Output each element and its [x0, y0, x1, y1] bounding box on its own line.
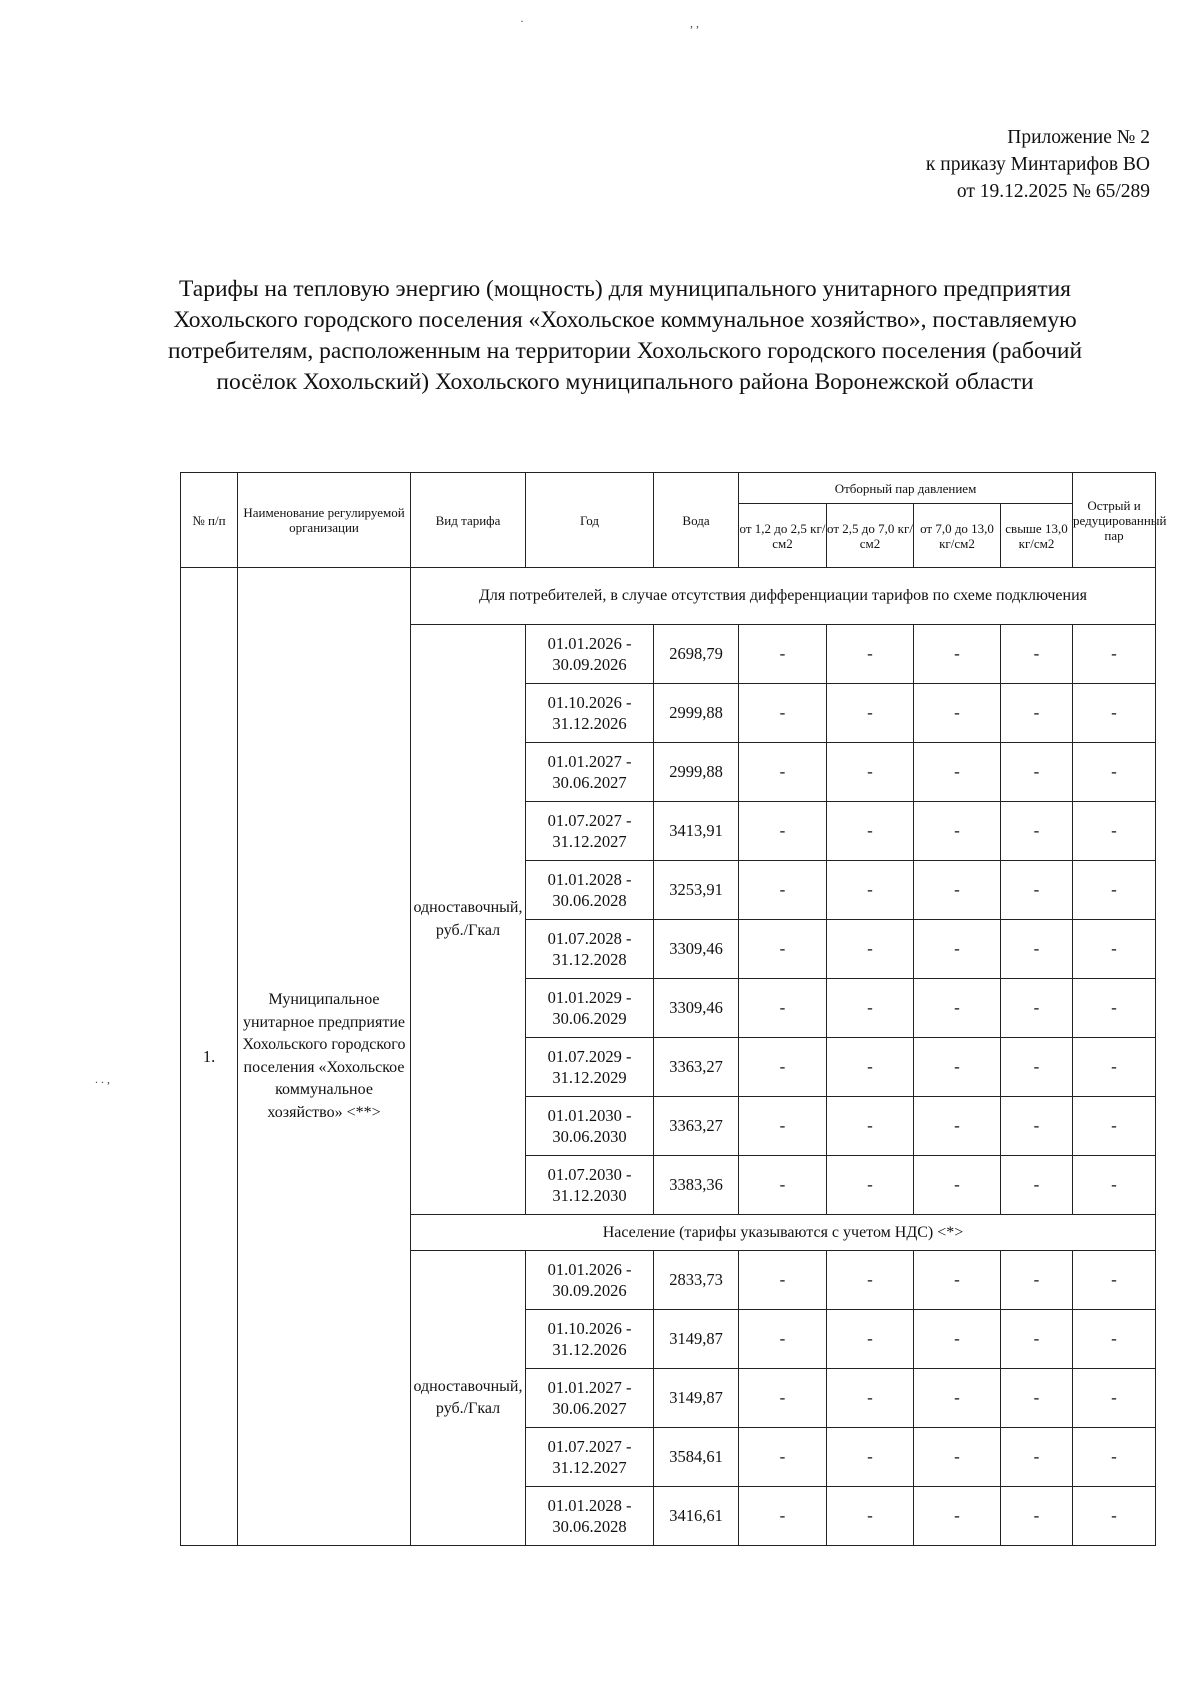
- empty-value-dash: -: [1001, 920, 1073, 979]
- empty-value-dash: -: [739, 920, 827, 979]
- empty-value-dash: -: [1001, 625, 1073, 684]
- scan-speck: , ,: [690, 16, 699, 30]
- empty-value-dash: -: [739, 979, 827, 1038]
- header-year: Год: [526, 473, 654, 568]
- period-cell: 01.01.2027 - 30.06.2027: [526, 743, 654, 802]
- empty-value-dash: -: [827, 743, 914, 802]
- header-pressure-4: свыше 13,0 кг/см2: [1001, 504, 1073, 568]
- empty-value-dash: -: [1073, 1487, 1156, 1546]
- water-value: 3309,46: [654, 979, 739, 1038]
- empty-value-dash: -: [914, 861, 1001, 920]
- empty-value-dash: -: [827, 684, 914, 743]
- header-steam-group: Отборный пар давлением: [739, 473, 1073, 504]
- empty-value-dash: -: [1073, 920, 1156, 979]
- empty-value-dash: -: [914, 625, 1001, 684]
- period-cell: 01.01.2026 - 30.09.2026: [526, 625, 654, 684]
- empty-value-dash: -: [914, 743, 1001, 802]
- empty-value-dash: -: [739, 1487, 827, 1546]
- water-value: 3149,87: [654, 1310, 739, 1369]
- section-title: Для потребителей, в случае отсутствия дифференциации тарифов по схеме подключения: [411, 568, 1156, 625]
- header-water: Вода: [654, 473, 739, 568]
- empty-value-dash: -: [827, 979, 914, 1038]
- period-cell: 01.07.2027 - 31.12.2027: [526, 802, 654, 861]
- appendix-line-1: Приложение № 2: [1007, 127, 1150, 148]
- period-cell: 01.07.2030 - 31.12.2030: [526, 1156, 654, 1215]
- empty-value-dash: -: [827, 1310, 914, 1369]
- period-cell: 01.01.2029 - 30.06.2029: [526, 979, 654, 1038]
- appendix-line-3: от 19.12.2025 № 65/289: [956, 181, 1150, 202]
- appendix-block: [926, 124, 1150, 205]
- period-cell: 01.01.2028 - 30.06.2028: [526, 861, 654, 920]
- organization-name: Муниципальное унитарное предприятие Хохольского городского поселения «Хохольское коммунальное хозяйство» <**>: [238, 568, 411, 1546]
- empty-value-dash: -: [914, 1156, 1001, 1215]
- empty-value-dash: -: [914, 802, 1001, 861]
- empty-value-dash: -: [1001, 1038, 1073, 1097]
- empty-value-dash: -: [1001, 861, 1073, 920]
- empty-value-dash: -: [1073, 1038, 1156, 1097]
- empty-value-dash: -: [739, 1310, 827, 1369]
- tariff-type: одноставочный, руб./Гкал: [411, 625, 526, 1215]
- row-number: 1.: [181, 568, 238, 1546]
- empty-value-dash: -: [827, 1487, 914, 1546]
- empty-value-dash: -: [827, 1369, 914, 1428]
- water-value: 3363,27: [654, 1097, 739, 1156]
- header-org: Наименование регулируемой организации: [238, 473, 411, 568]
- empty-value-dash: -: [1001, 1156, 1073, 1215]
- empty-value-dash: -: [1001, 979, 1073, 1038]
- tariff-type: одноставочный, руб./Гкал: [411, 1251, 526, 1546]
- empty-value-dash: -: [827, 1097, 914, 1156]
- water-value: 3413,91: [654, 802, 739, 861]
- header-sharp-steam: Острый и редуцированный пар: [1073, 473, 1156, 568]
- empty-value-dash: -: [914, 1369, 1001, 1428]
- water-value: 3584,61: [654, 1428, 739, 1487]
- period-cell: 01.01.2030 - 30.06.2030: [526, 1097, 654, 1156]
- empty-value-dash: -: [1001, 1428, 1073, 1487]
- period-cell: 01.10.2026 - 31.12.2026: [526, 1310, 654, 1369]
- scan-speck: ·: [520, 14, 524, 28]
- header-pressure-3: от 7,0 до 13,0 кг/см2: [914, 504, 1001, 568]
- water-value: 2999,88: [654, 684, 739, 743]
- header-num: № п/п: [181, 473, 238, 568]
- period-cell: 01.10.2026 - 31.12.2026: [526, 684, 654, 743]
- empty-value-dash: -: [827, 1156, 914, 1215]
- header-tariff-type: Вид тарифа: [411, 473, 526, 568]
- empty-value-dash: -: [739, 1097, 827, 1156]
- empty-value-dash: -: [1073, 743, 1156, 802]
- empty-value-dash: -: [1001, 1487, 1073, 1546]
- empty-value-dash: -: [914, 1428, 1001, 1487]
- water-value: 3149,87: [654, 1369, 739, 1428]
- empty-value-dash: -: [1001, 743, 1073, 802]
- empty-value-dash: -: [739, 1251, 827, 1310]
- empty-value-dash: -: [827, 1038, 914, 1097]
- water-value: 2698,79: [654, 625, 739, 684]
- empty-value-dash: -: [1073, 1097, 1156, 1156]
- empty-value-dash: -: [914, 1251, 1001, 1310]
- empty-value-dash: -: [827, 1251, 914, 1310]
- empty-value-dash: -: [739, 1428, 827, 1487]
- empty-value-dash: -: [1073, 1310, 1156, 1369]
- header-pressure-2: от 2,5 до 7,0 кг/см2: [827, 504, 914, 568]
- empty-value-dash: -: [739, 1156, 827, 1215]
- empty-value-dash: -: [914, 979, 1001, 1038]
- empty-value-dash: -: [1073, 861, 1156, 920]
- water-value: 3416,61: [654, 1487, 739, 1546]
- empty-value-dash: -: [914, 920, 1001, 979]
- period-cell: 01.01.2026 - 30.09.2026: [526, 1251, 654, 1310]
- empty-value-dash: -: [827, 802, 914, 861]
- period-cell: 01.01.2028 - 30.06.2028: [526, 1487, 654, 1546]
- empty-value-dash: -: [1073, 1251, 1156, 1310]
- empty-value-dash: -: [914, 1487, 1001, 1546]
- empty-value-dash: -: [1001, 684, 1073, 743]
- empty-value-dash: -: [739, 802, 827, 861]
- empty-value-dash: -: [827, 920, 914, 979]
- appendix-line-2: к приказу Минтарифов ВО: [925, 154, 1150, 175]
- water-value: 3309,46: [654, 920, 739, 979]
- empty-value-dash: -: [914, 1038, 1001, 1097]
- empty-value-dash: -: [1073, 1428, 1156, 1487]
- empty-value-dash: -: [827, 861, 914, 920]
- empty-value-dash: -: [1073, 1156, 1156, 1215]
- period-cell: 01.01.2027 - 30.06.2027: [526, 1369, 654, 1428]
- empty-value-dash: -: [1073, 802, 1156, 861]
- empty-value-dash: -: [739, 743, 827, 802]
- water-value: 3383,36: [654, 1156, 739, 1215]
- empty-value-dash: -: [914, 1310, 1001, 1369]
- empty-value-dash: -: [739, 1038, 827, 1097]
- empty-value-dash: -: [1073, 625, 1156, 684]
- section-title: Население (тарифы указываются с учетом НДС) <*>: [411, 1215, 1156, 1251]
- empty-value-dash: -: [739, 861, 827, 920]
- empty-value-dash: -: [1001, 802, 1073, 861]
- empty-value-dash: -: [1001, 1369, 1073, 1428]
- water-value: 3253,91: [654, 861, 739, 920]
- empty-value-dash: -: [739, 625, 827, 684]
- tariff-table: [180, 472, 1167, 1546]
- empty-value-dash: -: [914, 684, 1001, 743]
- header-pressure-1: от 1,2 до 2,5 кг/см2: [739, 504, 827, 568]
- period-cell: 01.07.2028 - 31.12.2028: [526, 920, 654, 979]
- water-value: 2999,88: [654, 743, 739, 802]
- empty-value-dash: -: [827, 1428, 914, 1487]
- period-cell: 01.07.2027 - 31.12.2027: [526, 1428, 654, 1487]
- empty-value-dash: -: [739, 1369, 827, 1428]
- water-value: 2833,73: [654, 1251, 739, 1310]
- empty-value-dash: -: [1001, 1251, 1073, 1310]
- empty-value-dash: -: [739, 684, 827, 743]
- scan-speck: . . ,: [95, 1072, 110, 1086]
- empty-value-dash: -: [914, 1097, 1001, 1156]
- empty-value-dash: -: [827, 625, 914, 684]
- empty-value-dash: -: [1073, 979, 1156, 1038]
- water-value: 3363,27: [654, 1038, 739, 1097]
- empty-value-dash: -: [1001, 1097, 1073, 1156]
- empty-value-dash: -: [1073, 684, 1156, 743]
- period-cell: 01.07.2029 - 31.12.2029: [526, 1038, 654, 1097]
- empty-value-dash: -: [1073, 1369, 1156, 1428]
- document-title: Тарифы на тепловую энергию (мощность) для муниципального унитарного предприятия Хохольского городского поселения «Хохольское коммунальное хозяйство», поставляемую потребителям, расположенным на территории Хохольского городского поселения (рабочий посёлок Хохольский) Хохольского муниципального района Воронежской области: [167, 276, 1083, 395]
- section-header-row: [181, 568, 1156, 625]
- empty-value-dash: -: [1001, 1310, 1073, 1369]
- table-body: [181, 568, 1156, 1546]
